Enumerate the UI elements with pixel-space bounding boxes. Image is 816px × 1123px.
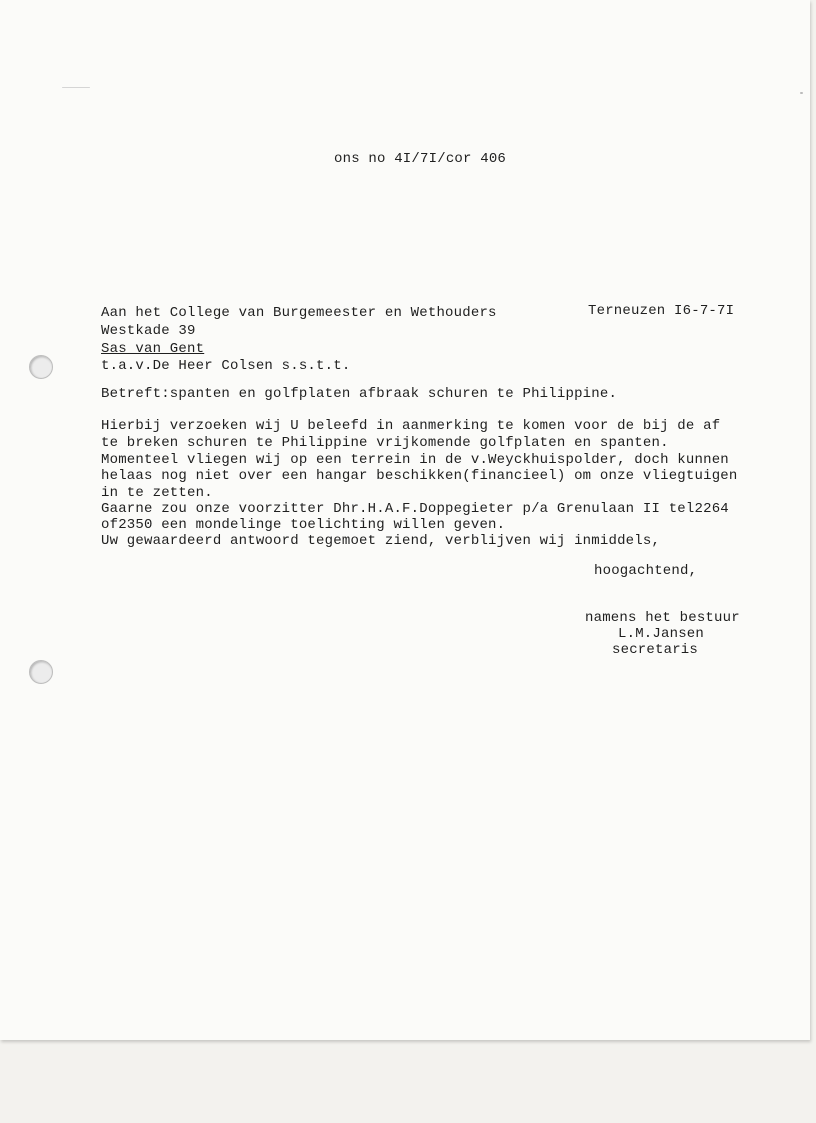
signature-name: L.M.Jansen [618, 626, 705, 642]
body-line: Momenteel vliegen wij op een terrein in de v.Weyckhuispolder, doch kunnen [101, 452, 729, 468]
paper-mark [62, 87, 90, 88]
signature-title: secretaris [612, 642, 699, 658]
body-line: helaas nog niet over een hangar beschikken(financieel) om onze vliegtuigen [101, 468, 738, 484]
body-line: Hierbij verzoeken wij U beleefd in aanmerking te komen voor de bij de af [101, 418, 721, 434]
place-date: Terneuzen I6-7-7I [588, 303, 735, 319]
punch-hole-top [29, 355, 53, 379]
closing-greeting: hoogachtend, [594, 563, 698, 579]
body-line: Uw gewaardeerd antwoord tegemoet ziend, verblijven wij inmiddels, [101, 533, 661, 549]
paper-speck [800, 92, 803, 94]
recipient-line-1: Aan het College van Burgemeester en Wethouders [101, 305, 497, 321]
body-line: of2350 een mondelinge toelichting willen geven. [101, 517, 506, 533]
signature-line-1: namens het bestuur [585, 610, 740, 626]
recipient-line-3: Sas van Gent [101, 341, 205, 357]
recipient-line-4: t.a.v.De Heer Colsen s.s.t.t. [101, 358, 351, 374]
body-line: te breken schuren te Philippine vrijkomende golfplaten en spanten. [101, 435, 669, 451]
body-line: Gaarne zou onze voorzitter Dhr.H.A.F.Doppegieter p/a Grenulaan II tel2264 [101, 501, 729, 517]
subject-line: Betreft:spanten en golfplaten afbraak schuren te Philippine. [101, 386, 618, 402]
body-line: in te zetten. [101, 485, 213, 501]
punch-hole-bottom [29, 660, 53, 684]
recipient-line-2: Westkade 39 [101, 323, 196, 339]
reference-number: ons no 4I/7I/cor 406 [334, 151, 507, 167]
